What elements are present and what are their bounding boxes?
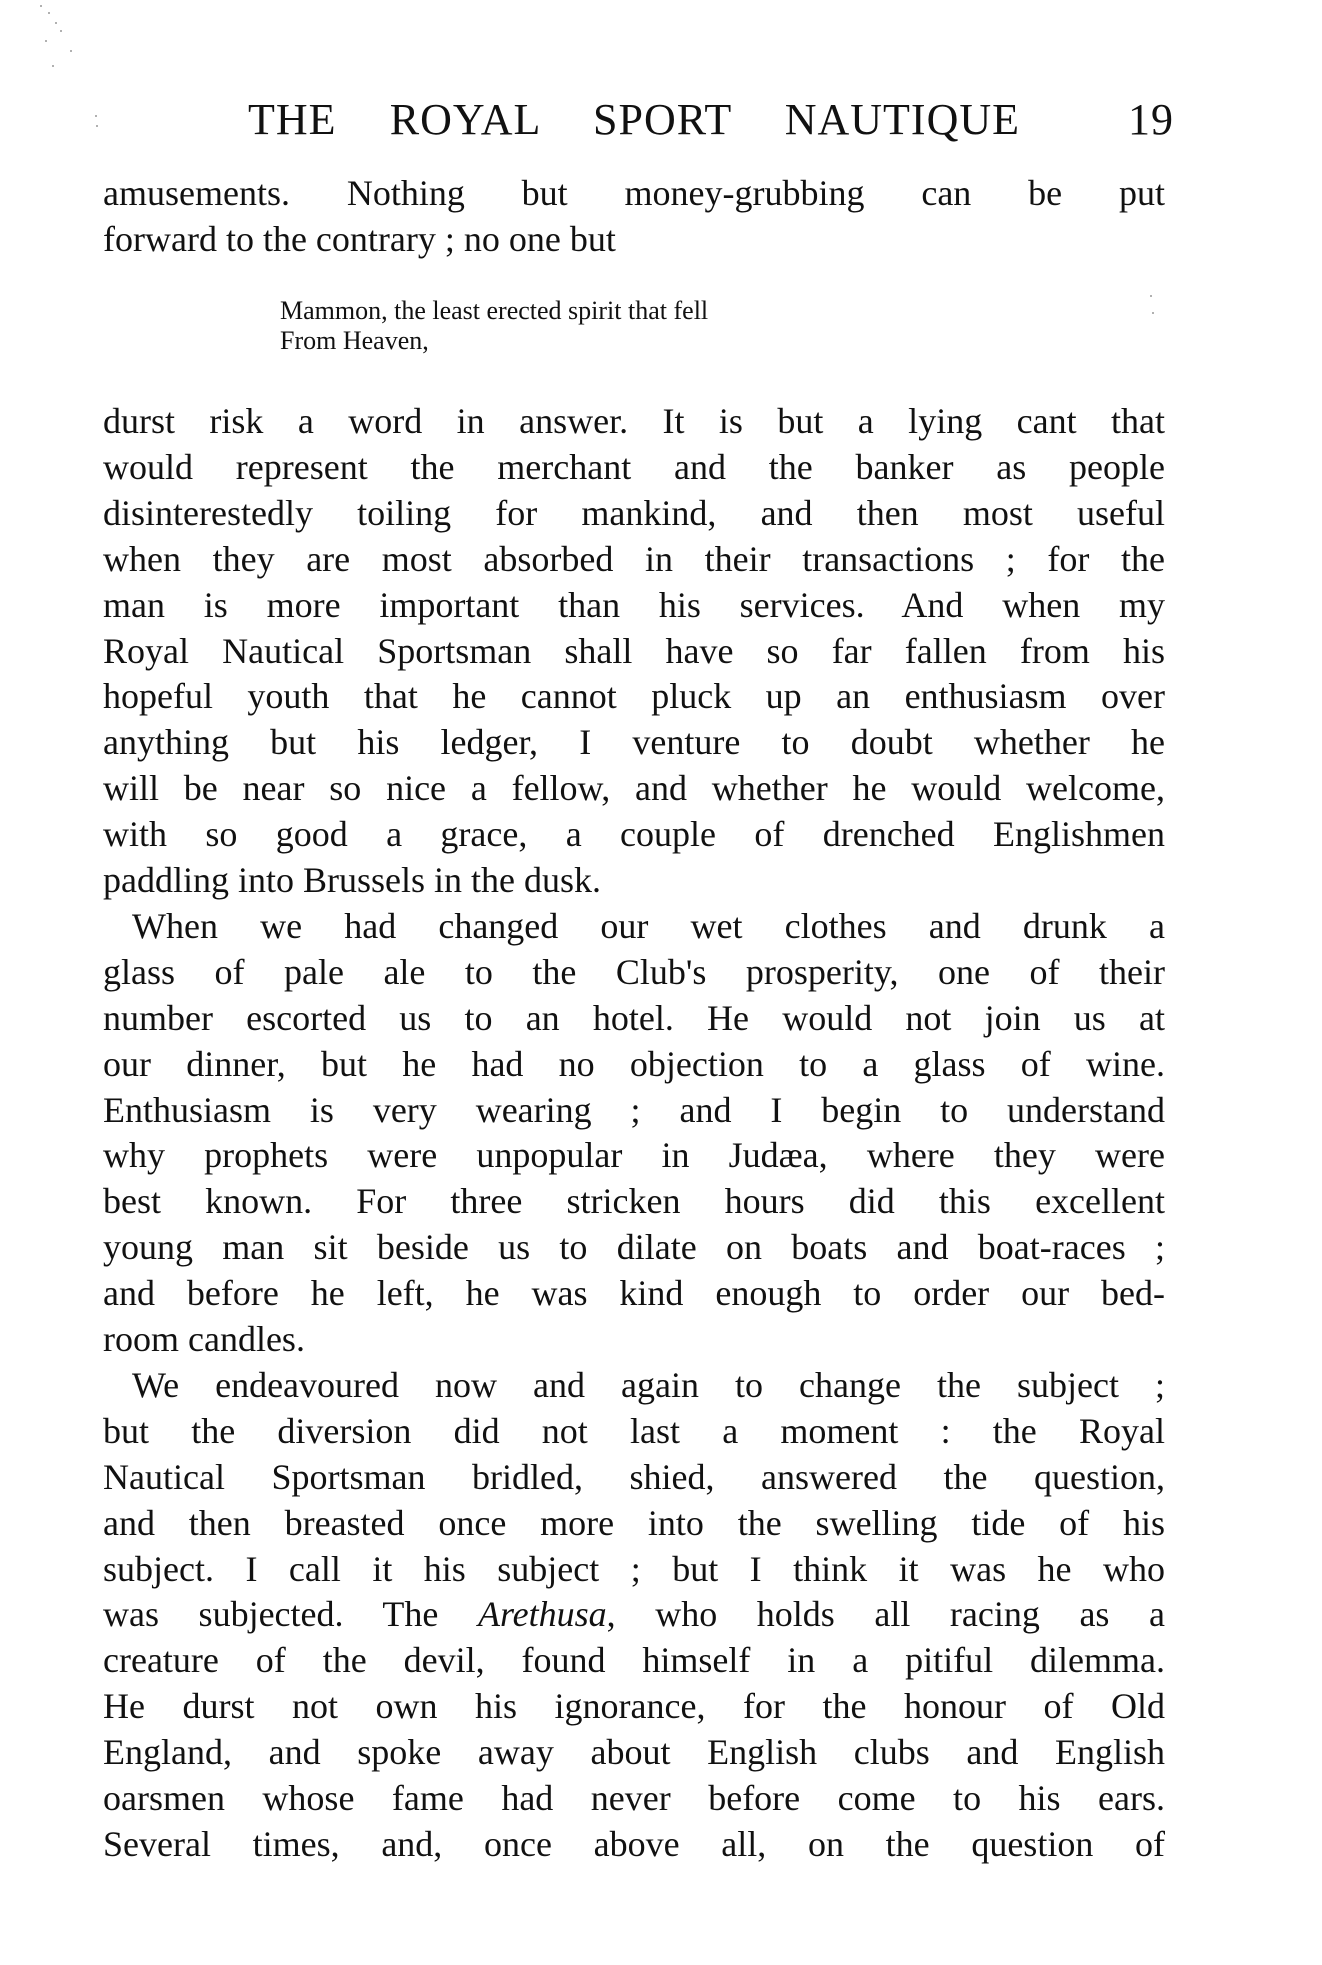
quote-line: From Heaven, bbox=[280, 326, 429, 355]
text-line: He durst not own his ignorance, for the honour of Old bbox=[103, 1686, 1165, 1727]
text-line: Royal Nautical Sportsman shall have so far fallen from his bbox=[103, 630, 1165, 671]
page-number: 19 bbox=[1128, 95, 1174, 144]
italic-ship-name: Arethusa bbox=[477, 1594, 607, 1635]
text-line: Nautical Sportsman bridled, shied, answered the question, bbox=[103, 1456, 1165, 1497]
text-line: anything but his ledger, I venture to doubt whether he bbox=[103, 722, 1165, 763]
scan-speck bbox=[96, 125, 98, 127]
text-line: best known. For three stricken hours did this excellent bbox=[103, 1181, 1165, 1222]
text-line: creature of the devil, found himself in a pitiful dilemma. bbox=[103, 1640, 1165, 1681]
scan-speck bbox=[52, 65, 54, 67]
text-line: We endeavoured now and again to change the subject ; bbox=[132, 1364, 1165, 1405]
text-segment: , who holds all racing as a bbox=[606, 1594, 1165, 1635]
text-line: and then breasted once more into the swelling tide of his bbox=[103, 1502, 1165, 1543]
scan-speck bbox=[95, 115, 97, 117]
scan-speck bbox=[70, 50, 72, 52]
scan-speck bbox=[1152, 312, 1154, 314]
text-line: paddling into Brussels in the dusk. bbox=[103, 860, 601, 900]
text-line: amusements. Nothing but money-grubbing can be put bbox=[103, 173, 1165, 213]
scan-speck bbox=[55, 22, 57, 24]
text-line: will be near so nice a fellow, and whether he would welcome, bbox=[103, 768, 1165, 809]
text-line: subject. I call it his subject ; but I think it was he who bbox=[103, 1548, 1165, 1589]
text-line: England, and spoke away about English clubs and English bbox=[103, 1732, 1165, 1773]
text-line: our dinner, but he had no objection to a glass of wine. bbox=[103, 1043, 1165, 1084]
text-line: young man sit beside us to dilate on boats and boat-races ; bbox=[103, 1227, 1165, 1268]
text-line: and before he left, he was kind enough to order our bed- bbox=[103, 1273, 1165, 1314]
text-line bbox=[103, 1591, 1165, 1637]
text-line: forward to the contrary ; no one but bbox=[103, 218, 616, 259]
scan-speck bbox=[1150, 295, 1152, 297]
text-line: Several times, and, once above all, on the question of bbox=[103, 1823, 1165, 1864]
text-line: oarsmen whose fame had never before come to his ears. bbox=[103, 1778, 1165, 1818]
text-line: why prophets were unpopular in Judæa, where they were bbox=[103, 1135, 1165, 1176]
text-line: when they are most absorbed in their transactions ; for the bbox=[103, 538, 1165, 579]
text-line: When we had changed our wet clothes and drunk a bbox=[132, 905, 1165, 946]
text-line: number escorted us to an hotel. He would not join us at bbox=[103, 997, 1165, 1038]
text-line: but the diversion did not last a moment : the Royal bbox=[103, 1410, 1165, 1451]
text-line: with so good a grace, a couple of drenched Englishmen bbox=[103, 814, 1165, 855]
text-line: durst risk a word in answer. It is but a lying cant that bbox=[103, 401, 1165, 441]
scan-speck bbox=[40, 5, 42, 7]
text-line: Enthusiasm is very wearing ; and I begin to understand bbox=[103, 1089, 1165, 1130]
text-line: man is more important than his services. And when my bbox=[103, 584, 1165, 625]
scan-speck bbox=[48, 12, 50, 14]
text-line: room candles. bbox=[103, 1319, 305, 1359]
text-line: disinterestedly toiling for mankind, and then most useful bbox=[103, 492, 1165, 533]
quote-line: Mammon, the least erected spirit that fell bbox=[280, 296, 709, 325]
text-line: would represent the merchant and the banker as people bbox=[103, 446, 1165, 487]
scan-speck bbox=[60, 30, 62, 32]
scan-speck bbox=[45, 40, 47, 42]
running-head-title: THE ROYAL SPORT NAUTIQUE bbox=[248, 95, 1020, 144]
text-segment: was subjected. The bbox=[103, 1594, 478, 1635]
text-line: glass of pale ale to the Club's prosperity, one of their bbox=[103, 951, 1165, 992]
text-line: hopeful youth that he cannot pluck up an enthusiasm over bbox=[103, 676, 1165, 717]
